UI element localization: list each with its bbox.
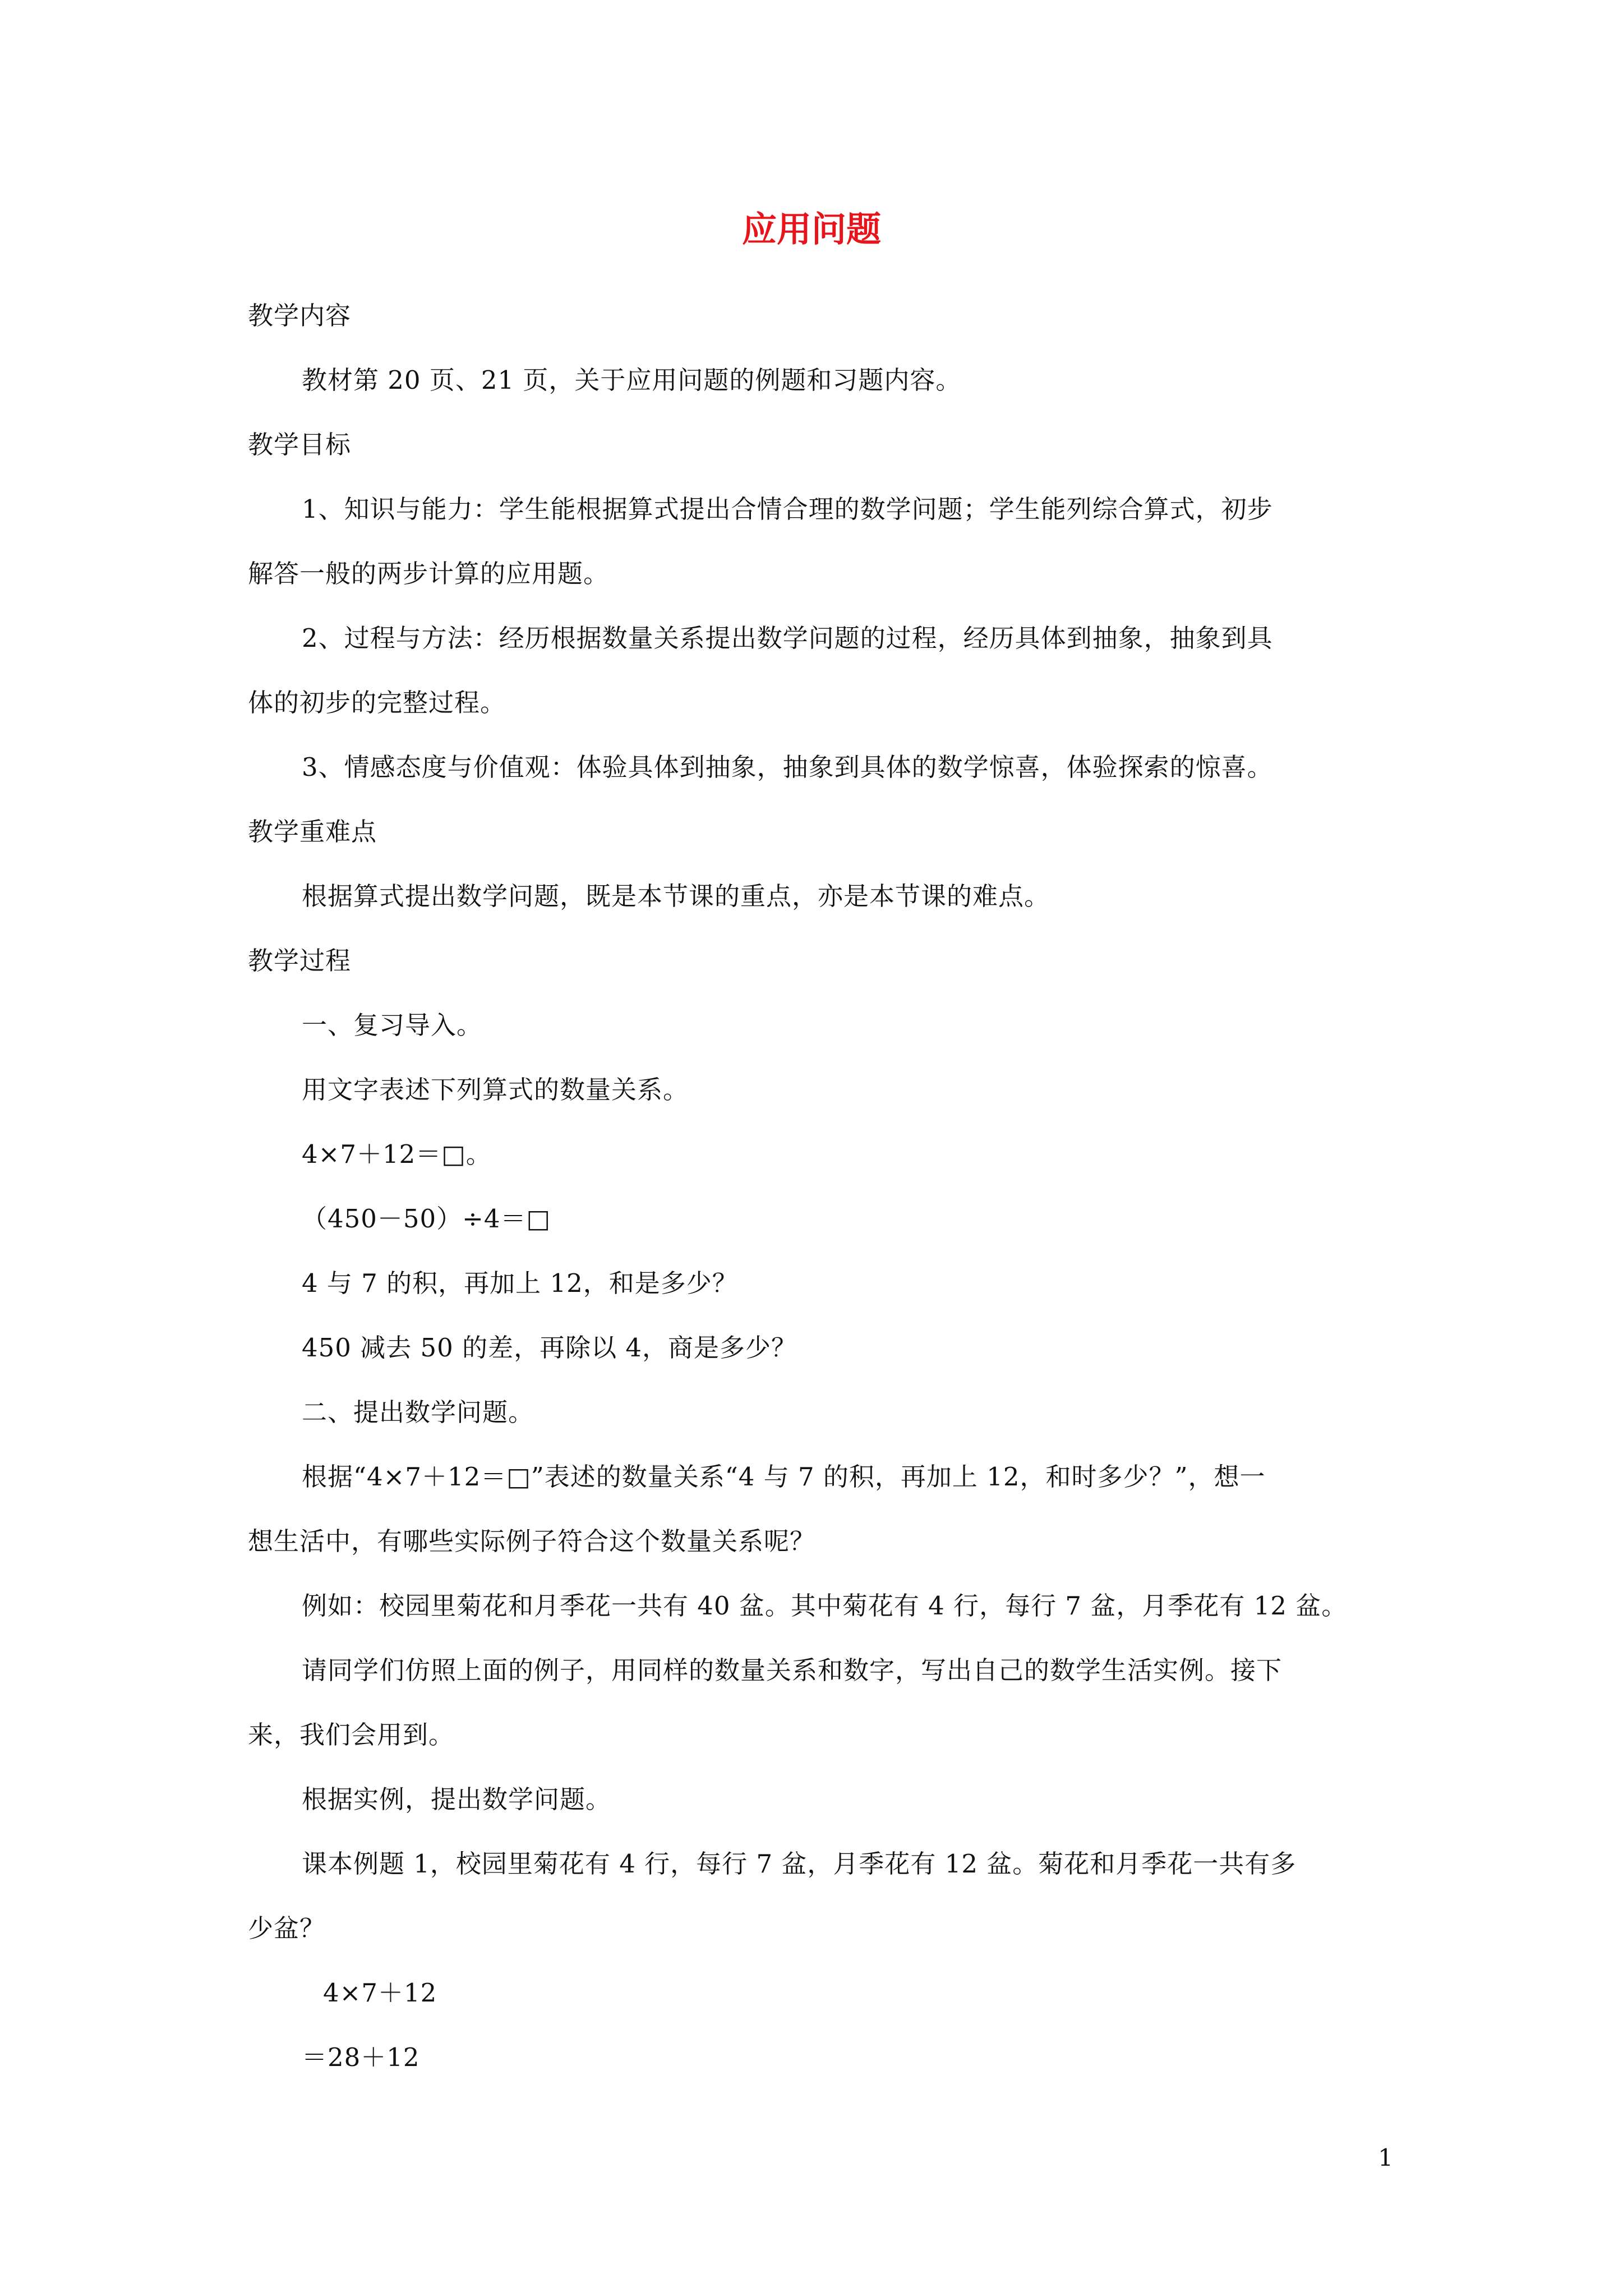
- section-heading-key: 教学重难点: [248, 817, 377, 846]
- step-2-paragraph-3-line-2: 来，我们会用到。: [248, 1720, 455, 1750]
- section-heading-content: 教学内容: [248, 301, 352, 330]
- step-2-paragraph-3-line-1: 请同学们仿照上面的例子，用同样的数量关系和数字，写出自己的数学生活实例。接下: [302, 1655, 1283, 1685]
- textbook-example-line-1: 课本例题 1，校园里菊花有 4 行，每行 7 盆，月季花有 12 盆。菊花和月季花一共有多: [302, 1849, 1297, 1879]
- textbook-example-line-2: 少盆？: [248, 1913, 326, 1943]
- goal-1-line-1: 1、知识与能力：学生能根据算式提出合情合理的数学问题；学生能列综合算式，初步: [302, 494, 1273, 524]
- process-step-1-text: 用文字表述下列算式的数量关系。: [302, 1075, 689, 1105]
- formula-2: （450－50）÷4＝□: [302, 1204, 551, 1234]
- section-heading-goals: 教学目标: [248, 430, 352, 459]
- calculation-line-2: ＝28＋12: [302, 2042, 420, 2072]
- page-number: 1: [1378, 2144, 1393, 2171]
- goal-1-line-2: 解答一般的两步计算的应用题。: [248, 559, 610, 588]
- example-paragraph: 例如：校园里菊花和月季花一共有 40 盆。其中菊花有 4 行，每行 7 盆，月季花有 12 盆。: [302, 1591, 1348, 1621]
- step-2-paragraph-1-line-1: 根据“4×7＋12＝□”表述的数量关系“4 与 7 的积，再加上 12，和时多少？”，想一: [302, 1462, 1266, 1492]
- step-2-paragraph-1-line-2: 想生活中，有哪些实际例子符合这个数量关系呢？: [248, 1526, 816, 1556]
- goal-2-line-2: 体的初步的完整过程。: [248, 688, 506, 717]
- section-heading-process: 教学过程: [248, 946, 352, 976]
- step-2-paragraph-4: 根据实例，提出数学问题。: [302, 1784, 612, 1814]
- process-step-2-heading: 二、提出数学问题。: [302, 1397, 534, 1427]
- formula-1-description: 4 与 7 的积，再加上 12，和是多少？: [302, 1268, 738, 1298]
- key-paragraph: 根据算式提出数学问题，既是本节课的重点，亦是本节课的难点。: [302, 881, 1050, 911]
- goal-2-line-1: 2、过程与方法：经历根据数量关系提出数学问题的过程，经历具体到抽象，抽象到具: [302, 623, 1273, 653]
- page-title: 应用问题: [741, 209, 881, 250]
- formula-1: 4×7＋12＝□。: [302, 1139, 492, 1169]
- content-paragraph: 教材第 20 页、21 页，关于应用问题的例题和习题内容。: [302, 365, 962, 395]
- formula-2-description: 450 减去 50 的差，再除以 4，商是多少？: [302, 1333, 797, 1363]
- calculation-line-1: 4×7＋12: [323, 1978, 437, 2008]
- process-step-1-heading: 一、复习导入。: [302, 1010, 483, 1040]
- goal-3: 3、情感态度与价值观：体验具体到抽象，抽象到具体的数学惊喜，体验探索的惊喜。: [302, 752, 1273, 782]
